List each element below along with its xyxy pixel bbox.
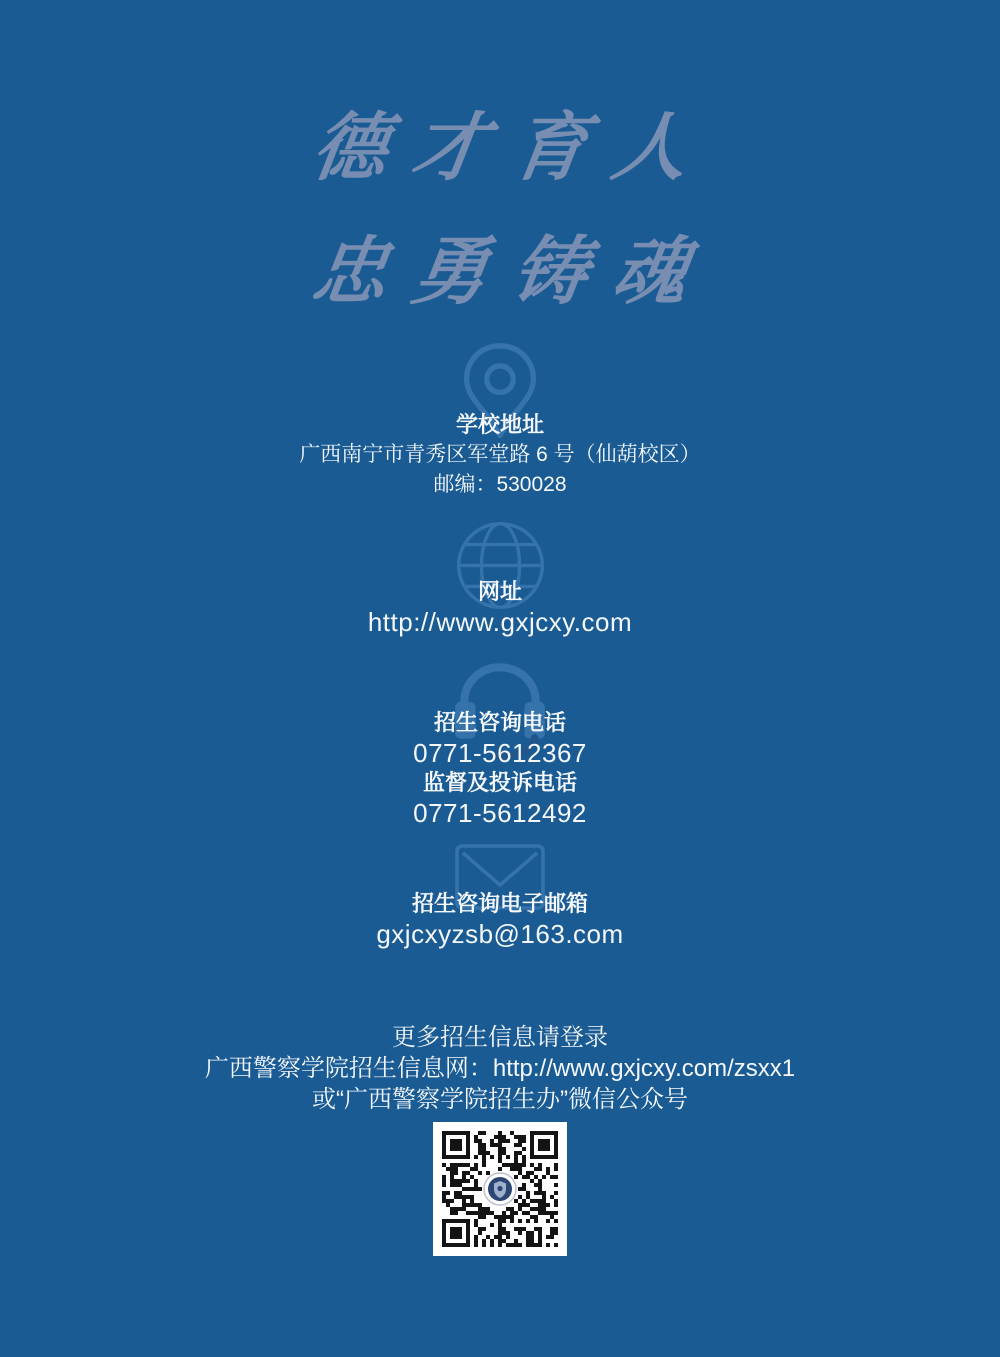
address-line: 广西南宁市青秀区军堂路 6 号（仙葫校区）: [299, 443, 701, 466]
website-title: 网址: [477, 579, 522, 604]
phone-number-2: 0771-5612492: [413, 798, 587, 828]
website-section: [0, 518, 1000, 637]
school-motto: [0, 92, 1000, 328]
footer-line-2: 广西警察学院招生信息网：http://www.gxjcxy.com/zsxx1: [204, 1055, 796, 1082]
footer-line-3: 或“广西警察学院招生办”微信公众号: [312, 1086, 688, 1113]
email-title: 招生咨询电子邮箱: [411, 891, 588, 916]
wechat-qr-code: [433, 1122, 567, 1256]
website-url: http://www.gxjcxy.com: [367, 607, 633, 637]
footer-info: [0, 1022, 1000, 1115]
footer-line-1: 更多招生信息请登录: [392, 1024, 608, 1051]
address-section: [0, 340, 1000, 500]
phone-number-1: 0771-5612367: [413, 738, 587, 768]
phone-title-2: 监督及投诉电话: [422, 770, 577, 795]
phone-title-1: 招生咨询电话: [433, 710, 566, 735]
motto-line-1: 德才育人: [306, 105, 720, 191]
email-address: gxjcxyzsb@163.com: [376, 919, 624, 949]
address-title: 学校地址: [455, 412, 544, 437]
postal-code: 邮编：530028: [433, 473, 567, 496]
email-section: [0, 843, 1000, 949]
phone-section: [0, 648, 1000, 828]
motto-line-2: 忠勇铸魂: [306, 229, 720, 315]
